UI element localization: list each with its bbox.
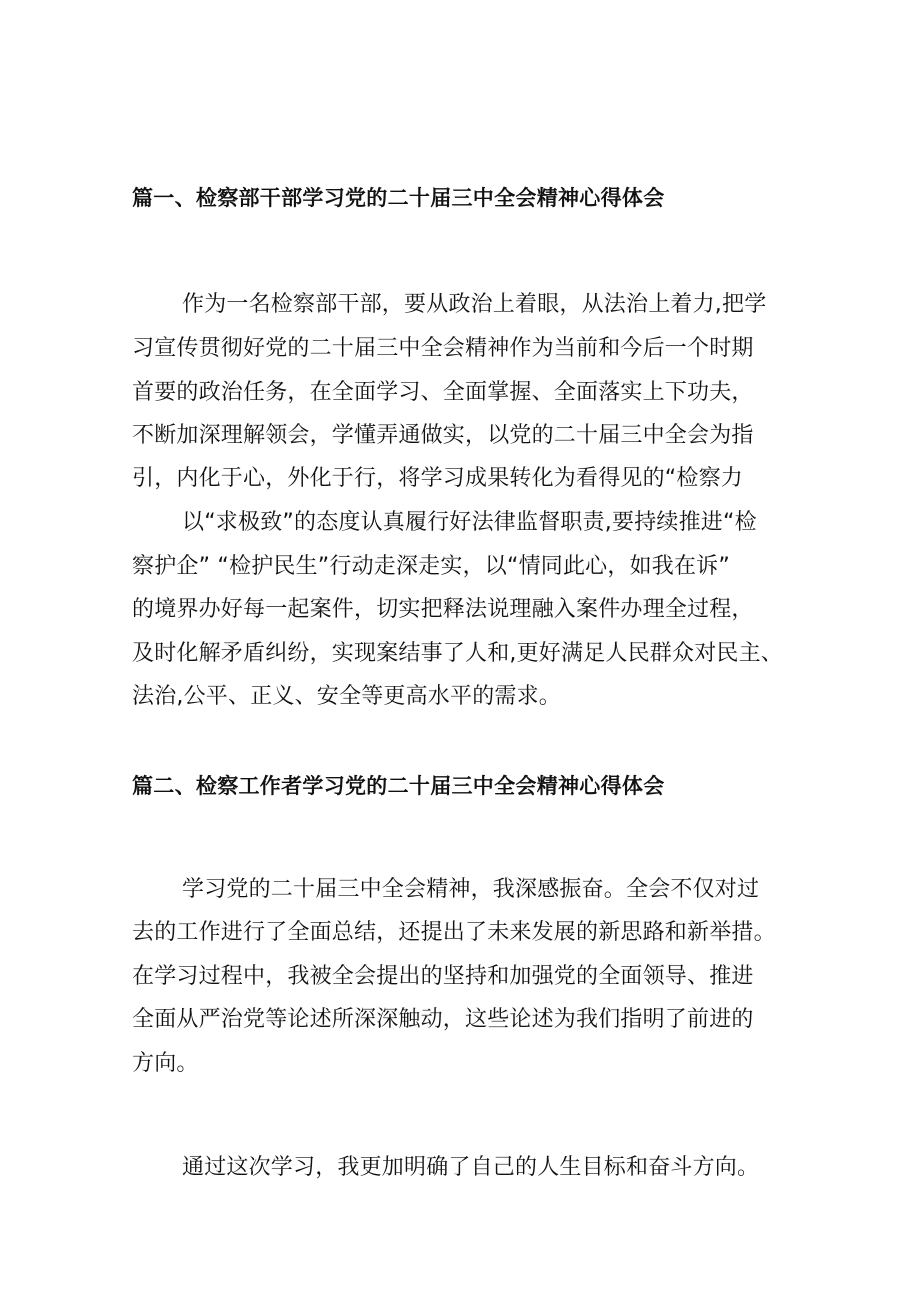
section-1-line-4: 不断加深理解领会，学懂弄通做实，以党的二十届三中全会为指: [132, 423, 754, 448]
section-1-line-3: 首要的政治任务，在全面学习、全面掌握、全面落实上下功夫，: [132, 380, 754, 405]
section-2-line-5: 方向。: [132, 1051, 199, 1076]
section-2-heading: 篇二、检察工作者学习党的二十届三中全会精神心得体会: [132, 774, 665, 798]
section-1-line-1: 作为一名检察部干部，要从政治上着眼，从法治上着力,把学: [182, 292, 767, 317]
section-2-line-1: 学习党的二十届三中全会精神，我深感振奋。全会不仅对过: [182, 877, 760, 902]
section-1-heading: 篇一、检察部干部学习党的二十届三中全会精神心得体会: [132, 186, 665, 210]
section-2-line-6: 通过这次学习，我更加明确了自己的人生目标和奋斗方向。: [182, 1155, 760, 1180]
section-1-line-10: 法治,公平、正义、安全等更高水平的需求。: [132, 684, 561, 709]
section-1-line-5: 引，内化于心，外化于行，将学习成果转化为看得见的“检察力: [132, 466, 743, 491]
section-1-line-9: 及时化解矛盾纠纷，实现案结事了人和,更好满足人民群众对民主、: [132, 641, 783, 666]
section-1-line-6: 以“求极致”的态度认真履行好法律监督职责,要持续推进“检: [182, 510, 757, 535]
section-1-line-8: 的境界办好每一起案件，切实把释法说理融入案件办理全过程，: [132, 597, 754, 622]
section-2-line-2: 去的工作进行了全面总结，还提出了未来发展的新思路和新举措。: [132, 920, 776, 945]
section-2-line-3: 在学习过程中，我被全会提出的坚持和加强党的全面领导、推进: [132, 964, 754, 989]
section-2-line-4: 全面从严治党等论述所深深触动，这些论述为我们指明了前进的: [132, 1007, 754, 1032]
section-1-line-7: 察护企” “检护民生”行动走深走实，以“情同此心，如我在诉”: [132, 554, 730, 579]
section-1-line-2: 习宣传贯彻好党的二十届三中全会精神作为当前和今后一个时期: [132, 336, 754, 361]
